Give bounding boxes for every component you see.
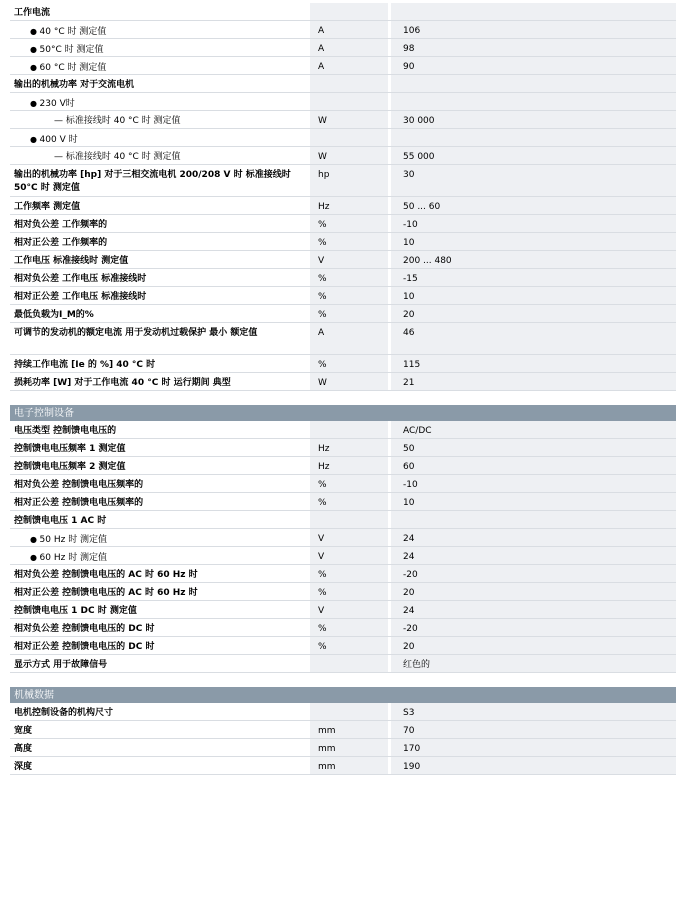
row-unit: A bbox=[310, 39, 388, 56]
row-value: 50 ... 60 bbox=[388, 197, 676, 214]
row-label: 最低负载为I_M的% bbox=[14, 310, 94, 320]
row-value: 170 bbox=[388, 739, 676, 756]
table-row bbox=[10, 215, 676, 233]
row-label: 控制馈电电压频率 2 测定值 bbox=[14, 462, 126, 472]
row-label: 电压类型 控制馈电电压的 bbox=[14, 426, 117, 436]
table-row bbox=[10, 601, 676, 619]
row-value: 20 bbox=[388, 583, 676, 600]
row-label: 控制馈电电压 1 AC 时 bbox=[14, 516, 107, 526]
row-label: 相对正公差 控制馈电电压的 DC 时 bbox=[14, 642, 155, 652]
row-unit: A bbox=[310, 57, 388, 74]
table-row bbox=[10, 323, 676, 355]
row-value bbox=[388, 511, 676, 528]
row-label: ● 230 V时 bbox=[10, 93, 310, 111]
table-row bbox=[10, 583, 676, 601]
row-unit: A bbox=[310, 21, 388, 38]
table-row bbox=[10, 703, 676, 721]
row-value bbox=[388, 93, 676, 110]
table-electronic-control bbox=[0, 421, 686, 673]
row-value: 200 ... 480 bbox=[388, 251, 676, 268]
table-row bbox=[10, 75, 676, 93]
table-row bbox=[10, 565, 676, 583]
row-value: 21 bbox=[388, 373, 676, 390]
row-unit: mm bbox=[310, 739, 388, 756]
table-row bbox=[10, 305, 676, 323]
row-unit bbox=[310, 703, 388, 720]
row-label: ● 60 Hz 时 测定值 bbox=[10, 547, 310, 565]
row-unit: % bbox=[310, 215, 388, 232]
section-header-mechanical: 机械数据 bbox=[10, 687, 676, 703]
table-row bbox=[10, 529, 676, 547]
row-unit: W bbox=[310, 147, 388, 164]
row-label: 工作电压 标准接线时 测定值 bbox=[14, 256, 129, 266]
table-row bbox=[10, 287, 676, 305]
row-label: 相对负公差 控制馈电电压频率的 bbox=[14, 480, 144, 490]
row-value: 90 bbox=[388, 57, 676, 74]
row-value: 98 bbox=[388, 39, 676, 56]
row-value: 20 bbox=[388, 637, 676, 654]
table-mechanical-data bbox=[0, 703, 686, 775]
row-label: 相对负公差 控制馈电电压的 DC 时 bbox=[14, 624, 155, 634]
row-value: -20 bbox=[388, 565, 676, 582]
row-unit: % bbox=[310, 269, 388, 286]
row-value: -10 bbox=[388, 215, 676, 232]
row-unit: % bbox=[310, 287, 388, 304]
row-value bbox=[388, 75, 676, 92]
row-unit: hp bbox=[310, 165, 388, 196]
row-unit: % bbox=[310, 619, 388, 636]
row-unit: Hz bbox=[310, 439, 388, 456]
table-row bbox=[10, 619, 676, 637]
table-current-power bbox=[0, 3, 686, 391]
table-row bbox=[10, 3, 676, 21]
row-unit bbox=[310, 421, 388, 438]
row-label: 相对负公差 工作电压 标准接线时 bbox=[14, 274, 147, 284]
row-label: 电机控制设备的机构尺寸 bbox=[14, 708, 114, 718]
row-value: 46 bbox=[388, 323, 676, 354]
row-value: 115 bbox=[388, 355, 676, 372]
row-unit: Hz bbox=[310, 457, 388, 474]
table-row bbox=[10, 475, 676, 493]
row-label: 工作电流 bbox=[14, 8, 51, 18]
row-unit: % bbox=[310, 355, 388, 372]
table-row bbox=[10, 739, 676, 757]
row-unit: V bbox=[310, 529, 388, 546]
table-row bbox=[10, 637, 676, 655]
row-unit: Hz bbox=[310, 197, 388, 214]
row-unit: W bbox=[310, 373, 388, 390]
row-label: 持续工作电流 [Ie 的 %] 40 °C 时 bbox=[14, 360, 156, 370]
row-value: S3 bbox=[388, 703, 676, 720]
row-unit bbox=[310, 3, 388, 20]
row-label: ● 40 °C 时 测定值 bbox=[10, 21, 310, 39]
table-row bbox=[10, 457, 676, 475]
row-unit: % bbox=[310, 493, 388, 510]
row-unit: W bbox=[310, 111, 388, 128]
row-unit bbox=[310, 75, 388, 92]
row-label: ● 400 V 时 bbox=[10, 129, 310, 147]
row-label: 相对负公差 控制馈电电压的 AC 时 60 Hz 时 bbox=[14, 570, 198, 580]
row-label: ● 60 °C 时 测定值 bbox=[10, 57, 310, 75]
table-row bbox=[10, 547, 676, 565]
row-label: 输出的机械功率 [hp] 对于三相交流电机 200/208 V 时 标准接线时 50°C 时 测定值 bbox=[14, 170, 291, 193]
row-unit: V bbox=[310, 547, 388, 564]
row-label: — 标准接线时 40 °C 时 测定值 bbox=[10, 111, 310, 128]
row-unit: % bbox=[310, 565, 388, 582]
row-label: 深度 bbox=[14, 762, 33, 772]
row-unit: % bbox=[310, 233, 388, 250]
row-value: -20 bbox=[388, 619, 676, 636]
table-row bbox=[10, 355, 676, 373]
row-unit bbox=[310, 93, 388, 110]
row-label: 相对正公差 控制馈电电压频率的 bbox=[14, 498, 144, 508]
table-row bbox=[10, 493, 676, 511]
row-label: 工作频率 测定值 bbox=[14, 202, 81, 212]
table-row bbox=[10, 269, 676, 287]
row-label: 输出的机械功率 对于交流电机 bbox=[14, 80, 135, 90]
row-value: 190 bbox=[388, 757, 676, 774]
row-label: 显示方式 用于故障信号 bbox=[14, 660, 108, 670]
row-value: 50 bbox=[388, 439, 676, 456]
row-label: 相对正公差 控制馈电电压的 AC 时 60 Hz 时 bbox=[14, 588, 198, 598]
row-label: ● 50°C 时 测定值 bbox=[10, 39, 310, 57]
row-label: 控制馈电电压频率 1 测定值 bbox=[14, 444, 126, 454]
table-row bbox=[10, 439, 676, 457]
section-header-electronic: 电子控制设备 bbox=[10, 405, 676, 421]
table-row bbox=[10, 129, 676, 147]
table-row bbox=[10, 655, 676, 673]
row-value: 24 bbox=[388, 529, 676, 546]
table-row bbox=[10, 39, 676, 57]
row-label: 相对负公差 工作频率的 bbox=[14, 220, 108, 230]
row-label: 宽度 bbox=[14, 726, 33, 736]
row-unit: A bbox=[310, 323, 388, 354]
table-row bbox=[10, 21, 676, 39]
row-unit: % bbox=[310, 637, 388, 654]
table-row bbox=[10, 511, 676, 529]
row-value: 10 bbox=[388, 233, 676, 250]
row-unit: % bbox=[310, 475, 388, 492]
row-value: -10 bbox=[388, 475, 676, 492]
row-unit: V bbox=[310, 251, 388, 268]
row-value: 30 000 bbox=[388, 111, 676, 128]
table-row bbox=[10, 93, 676, 111]
row-value: 55 000 bbox=[388, 147, 676, 164]
row-value: 20 bbox=[388, 305, 676, 322]
row-value: 106 bbox=[388, 21, 676, 38]
row-unit: mm bbox=[310, 721, 388, 738]
row-value: -15 bbox=[388, 269, 676, 286]
table-row bbox=[10, 721, 676, 739]
row-label: 控制馈电电压 1 DC 时 测定值 bbox=[14, 606, 137, 616]
row-value: 60 bbox=[388, 457, 676, 474]
row-unit: % bbox=[310, 583, 388, 600]
table-row bbox=[10, 165, 676, 197]
row-value: 30 bbox=[388, 165, 676, 196]
row-unit bbox=[310, 511, 388, 528]
row-value: 10 bbox=[388, 493, 676, 510]
row-unit: % bbox=[310, 305, 388, 322]
table-row bbox=[10, 251, 676, 269]
row-label: 高度 bbox=[14, 744, 33, 754]
row-label: 损耗功率 [W] 对于工作电流 40 °C 时 运行期间 典型 bbox=[14, 378, 231, 388]
table-row bbox=[10, 421, 676, 439]
table-row bbox=[10, 233, 676, 251]
row-unit bbox=[310, 129, 388, 146]
row-unit: mm bbox=[310, 757, 388, 774]
table-row bbox=[10, 57, 676, 75]
table-row bbox=[10, 757, 676, 775]
table-row bbox=[10, 373, 676, 391]
row-value: 24 bbox=[388, 601, 676, 618]
row-unit bbox=[310, 655, 388, 672]
row-value: 70 bbox=[388, 721, 676, 738]
row-unit: V bbox=[310, 601, 388, 618]
table-row bbox=[10, 147, 676, 165]
row-label: 相对正公差 工作频率的 bbox=[14, 238, 108, 248]
row-value: 24 bbox=[388, 547, 676, 564]
table-row bbox=[10, 111, 676, 129]
row-value: 红色的 bbox=[388, 655, 676, 672]
row-label: ● 50 Hz 时 测定值 bbox=[10, 529, 310, 547]
row-value bbox=[388, 3, 676, 20]
row-label: 可调节的发动机的额定电流 用于发动机过载保护 最小 额定值 bbox=[14, 328, 258, 338]
table-row bbox=[10, 197, 676, 215]
row-value: AC/DC bbox=[388, 421, 676, 438]
row-value bbox=[388, 129, 676, 146]
row-label: 相对正公差 工作电压 标准接线时 bbox=[14, 292, 147, 302]
row-value: 10 bbox=[388, 287, 676, 304]
row-label: — 标准接线时 40 °C 时 测定值 bbox=[10, 147, 310, 164]
